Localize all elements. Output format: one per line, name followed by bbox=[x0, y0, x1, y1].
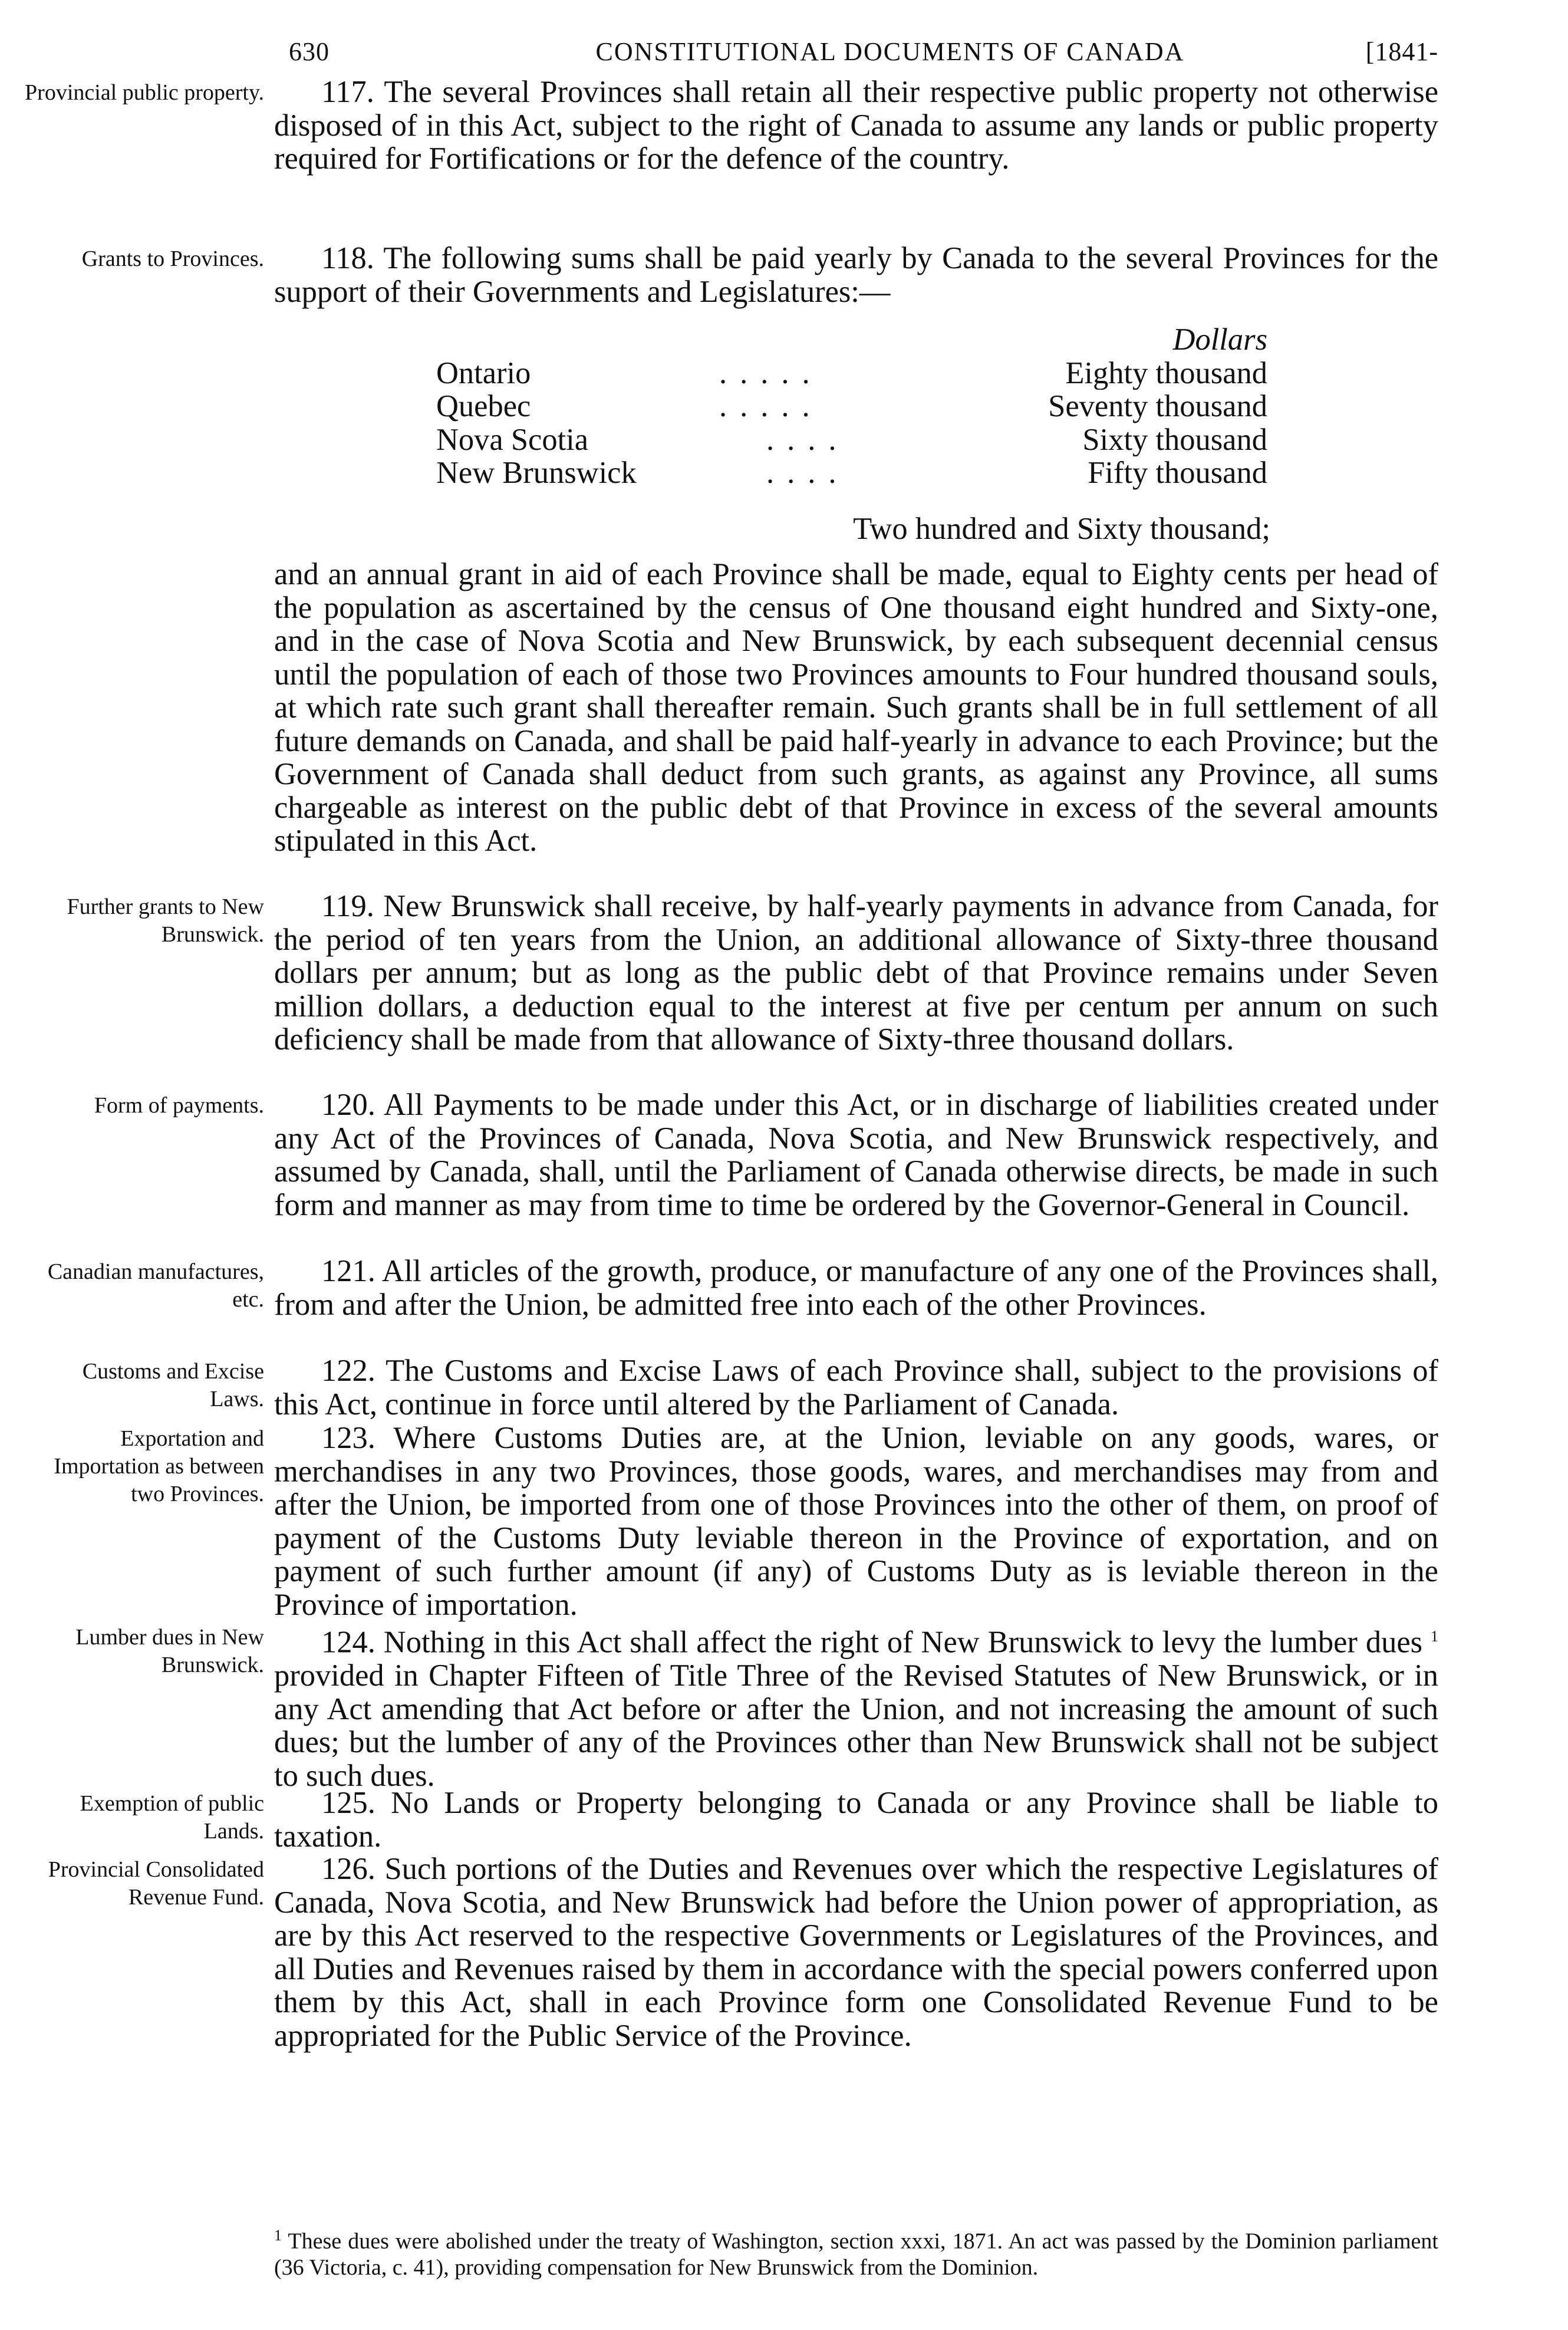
margin-note: Exportation and Importation as between two Provinces. bbox=[54, 1426, 264, 1506]
paragraph: 119. New Brunswick shall receive, by half-yearly payments in advance from Canada, for the period of ten years from the Union, an additional allowance of Sixty-three thousand dollars per annum; but as long as the public debt of that Province remains under Seven million dollars, a deduction equal to the interest at five per centum per annum on such deficiency shall be made from that allowance of Sixty-three thousand dollars. bbox=[274, 889, 1438, 1057]
footnote-mark: 1 bbox=[274, 2227, 282, 2244]
margin-note: Exemption of public Lands. bbox=[80, 1791, 264, 1844]
margin-note: Customs and Excise Laws. bbox=[82, 1359, 264, 1411]
section-text bbox=[274, 242, 1438, 308]
column-header: Dollars bbox=[1172, 322, 1267, 357]
section-text bbox=[274, 1088, 1438, 1222]
paragraph: 123. Where Customs Duties are, at the Union, leviable on any goods, wares, or merchandises in any two Provinces, those goods, wares, and merchandises may from and after the Union, be imported from one of those Provinces into the other of them, on proof of payment of the Customs Duty leviable thereon in the Province of exportation, and on payment of such further amount (if any) of Customs Duty as is leviable thereon in the Province of importation. bbox=[274, 1421, 1438, 1622]
province-name: Nova Scotia bbox=[436, 423, 594, 457]
section-text bbox=[274, 1852, 1438, 2052]
paragraph: 126. Such portions of the Duties and Revenues over which the respective Legislatures of Canada, Nova Scotia, and New Brunswick had before the Union power of appropriation, as are by this Act reserved to the respective Governments or Legislatures of the Provinces, and all Duties and Revenues raised by them in accordance with the special powers conferred upon them by this Act, shall in each Province form one Consolidated Revenue Fund to be appropriated for the Public Service of the Province. bbox=[274, 1852, 1438, 2053]
section-text-part: 124. Nothing in this Act shall affect the right of New Brunswick to levy the lumber dues bbox=[321, 1625, 1423, 1660]
footnote bbox=[274, 2223, 1438, 2280]
margin-note: Provincial public property. bbox=[25, 80, 264, 105]
table-row bbox=[436, 456, 1267, 490]
running-title: CONSTITUTIONAL DOCUMENTS OF CANADA bbox=[595, 37, 1185, 66]
paragraph: 122. The Customs and Excise Laws of each Province shall, subject to the provisions of this Act, continue in force until altered by the Parliament of Canada. bbox=[274, 1354, 1438, 1421]
paragraph: 125. No Lands or Property belonging to Canada or any Province shall be liable to taxation. bbox=[274, 1786, 1438, 1854]
margin-note: Form of payments. bbox=[94, 1093, 264, 1118]
margin-note: Lumber dues in New Brunswick. bbox=[75, 1625, 264, 1677]
section-text bbox=[274, 1786, 1438, 1853]
province-name: New Brunswick bbox=[436, 456, 643, 490]
margin-note: Further grants to New Brunswick. bbox=[67, 894, 264, 947]
grant-amount: Eighty thousand bbox=[1059, 357, 1267, 390]
running-header bbox=[289, 28, 1438, 75]
section-text bbox=[274, 890, 1438, 1057]
section-text bbox=[274, 1421, 1438, 1621]
table-row bbox=[436, 390, 1267, 423]
margin-note: Provincial Consolidated Revenue Fund. bbox=[48, 1857, 264, 1910]
paragraph: 118. The following sums shall be paid yearly by Canada to the several Provinces for the support of their Governments and Legislatures:— bbox=[274, 241, 1438, 309]
table-row bbox=[436, 357, 1267, 390]
paragraph bbox=[274, 1620, 1438, 1792]
grant-amount: Sixty thousand bbox=[1076, 423, 1267, 457]
dot-leaders: .... bbox=[766, 423, 849, 456]
province-name: Quebec bbox=[436, 390, 536, 423]
province-name: Ontario bbox=[436, 357, 536, 390]
running-year: [1841- bbox=[1365, 37, 1438, 66]
section-text bbox=[274, 1255, 1438, 1321]
grants-total: Two hundred and Sixty thousand; bbox=[853, 512, 1270, 546]
paragraph: 117. The several Provinces shall retain all their respective public property not otherwise disposed of in this Act, subject to the right of Canada to assume any lands or public property required for Fortifications or for the defence of the country. bbox=[274, 75, 1438, 176]
margin-note: Grants to Provinces. bbox=[81, 246, 264, 271]
paragraph: and an annual grant in aid of each Province shall be made, equal to Eighty cents per head of the population as ascertained by the census of One thousand eight hundred and Sixty-one, and in the case of Nova Scotia and New Brunswick, by each subsequent decennial census until the population of each of those two Provinces amounts to Four hundred thousand souls, at which rate such grant shall thereafter remain. Such grants shall be in full settlement of all future demands on Canada, and shall be paid half-yearly in advance to each Province; but the Government of Canada shall deduct from such grants, as against any Province, all sums chargeable as interest on the public debt of that Province in excess of the several amounts stipulated in this Act. bbox=[274, 557, 1438, 858]
dot-leaders: ..... bbox=[719, 356, 823, 390]
grants-table bbox=[436, 323, 1267, 490]
dot-leaders: ..... bbox=[719, 390, 823, 423]
margin-note: Canadian manufactures, etc. bbox=[47, 1259, 264, 1312]
section-text bbox=[274, 1620, 1438, 1792]
grant-amount: Seventy thousand bbox=[1042, 390, 1267, 423]
section-text-part: provided in Chapter Fifteen of Title Three of the Revised Statutes of New Brunswick, or in any Act amending that Act before or after the Union, and not increasing the amount of such dues; but the lumber of any of the Provinces other than New Brunswick shall not be subject to such dues. bbox=[274, 1658, 1438, 1793]
paragraph: 120. All Payments to be made under this Act, or in discharge of liabilities created under any Act of the Provinces of Canada, Nova Scotia, and New Brunswick respectively, and assumed by Canada, shall, until the Parliament of Canada otherwise directs, be made in such form and manner as may from time to time be ordered by the Governor-General in Council. bbox=[274, 1088, 1438, 1222]
grants-total-line bbox=[0, 509, 1568, 551]
footnote-reference: 1 bbox=[1431, 1628, 1438, 1645]
footnote-body: These dues were abolished under the treaty of Washington, section xxxi, 1871. An act was passed by the Dominion parliament (36 Victoria, c. 41), providing compensation for New Brunswick from the Dominion. bbox=[274, 2229, 1438, 2280]
footnote-text bbox=[274, 2223, 1438, 2280]
page-number: 630 bbox=[289, 37, 330, 66]
section-text bbox=[274, 75, 1438, 176]
section-text bbox=[274, 1354, 1438, 1421]
table-row bbox=[436, 423, 1267, 457]
dot-leaders: .... bbox=[766, 456, 849, 490]
grant-amount: Fifty thousand bbox=[1082, 456, 1267, 490]
paragraph: 121. All articles of the growth, produce, or manufacture of any one of the Provinces shall, from and after the Union, be admitted free into each of the other Provinces. bbox=[274, 1254, 1438, 1322]
section-text bbox=[274, 558, 1438, 858]
